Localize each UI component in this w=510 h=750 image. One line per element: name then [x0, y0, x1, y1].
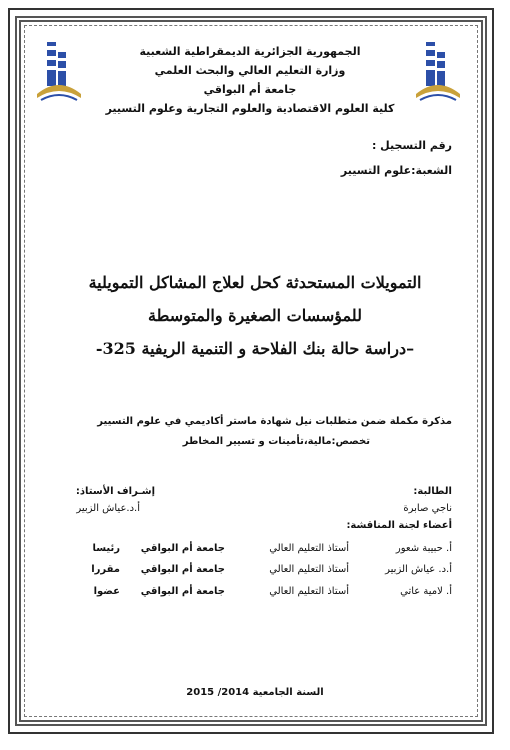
memo-purpose: مذكرة مكملة ضمن متطلبات نيل شهادة ماستر أكاديمي في علوم التسيير [97, 416, 452, 427]
memo-specialty: تخصص:مالية،تأمينات و تسيير المخاطر [182, 436, 370, 447]
student-label: الطالبة: [413, 486, 452, 497]
republic-line: الجمهورية الجزائرية الديمقراطية الشعبية [139, 45, 361, 58]
academic-year: السنة الجامعية 2014/ 2015 [186, 687, 324, 698]
committee-member-role: رئيسا [92, 543, 120, 554]
committee-member-institution: جامعة أم البواقي [140, 586, 225, 597]
university-logo-left-icon [33, 38, 85, 108]
title-line-3: –دراسة حالة بنك الفلاحة و التنمية الريفية 325- [95, 339, 415, 358]
committee-member-role: مقررا [91, 564, 120, 575]
thesis-title [50, 266, 460, 365]
ornamental-frame-inner [15, 16, 487, 726]
committee-member-rank: أستاذ التعليم العالي [269, 586, 349, 597]
committee-member-institution: جامعة أم البواقي [140, 564, 225, 575]
supervisor-label: إشـراف الأستاذ: [75, 486, 155, 497]
committee-member-name: أ. حبيبة شعور [395, 543, 452, 554]
branch-label: الشعبة:علوم التسيير [340, 164, 452, 177]
committee-label: أعضاء لجنة المناقشة: [346, 520, 452, 531]
supervisor-name: أ.د.عياش الزبير [76, 503, 140, 514]
committee-member-rank: أستاذ التعليم العالي [269, 564, 349, 575]
registration-number-label: رقم التسجيل : [371, 139, 452, 152]
committee-member-role: عضوا [93, 586, 120, 597]
committee-member-institution: جامعة أم البواقي [140, 543, 225, 554]
title-line-2: للمؤسسات الصغيرة والمتوسطة [148, 306, 362, 325]
student-name: ناجي صابرة [403, 503, 452, 514]
university-line: جامعة أم البواقي [203, 83, 297, 96]
university-logo-right-icon [412, 38, 464, 108]
ministry-line: وزارة التعليم العالي والبحث العلمي [154, 64, 346, 77]
committee-member-name: أ.د. عياش الزبير [385, 564, 452, 575]
institution-header [90, 42, 410, 118]
title-line-1: التمويلات المستحدثة كحل لعلاج المشاكل التمويلية [88, 273, 422, 292]
committee-member-rank: أستاذ التعليم العالي [269, 543, 349, 554]
faculty-line: كلية العلوم الاقتصادية والعلوم التجارية وعلوم التسيير [105, 102, 395, 115]
committee-member-name: أ. لامية عاتي [400, 586, 452, 597]
